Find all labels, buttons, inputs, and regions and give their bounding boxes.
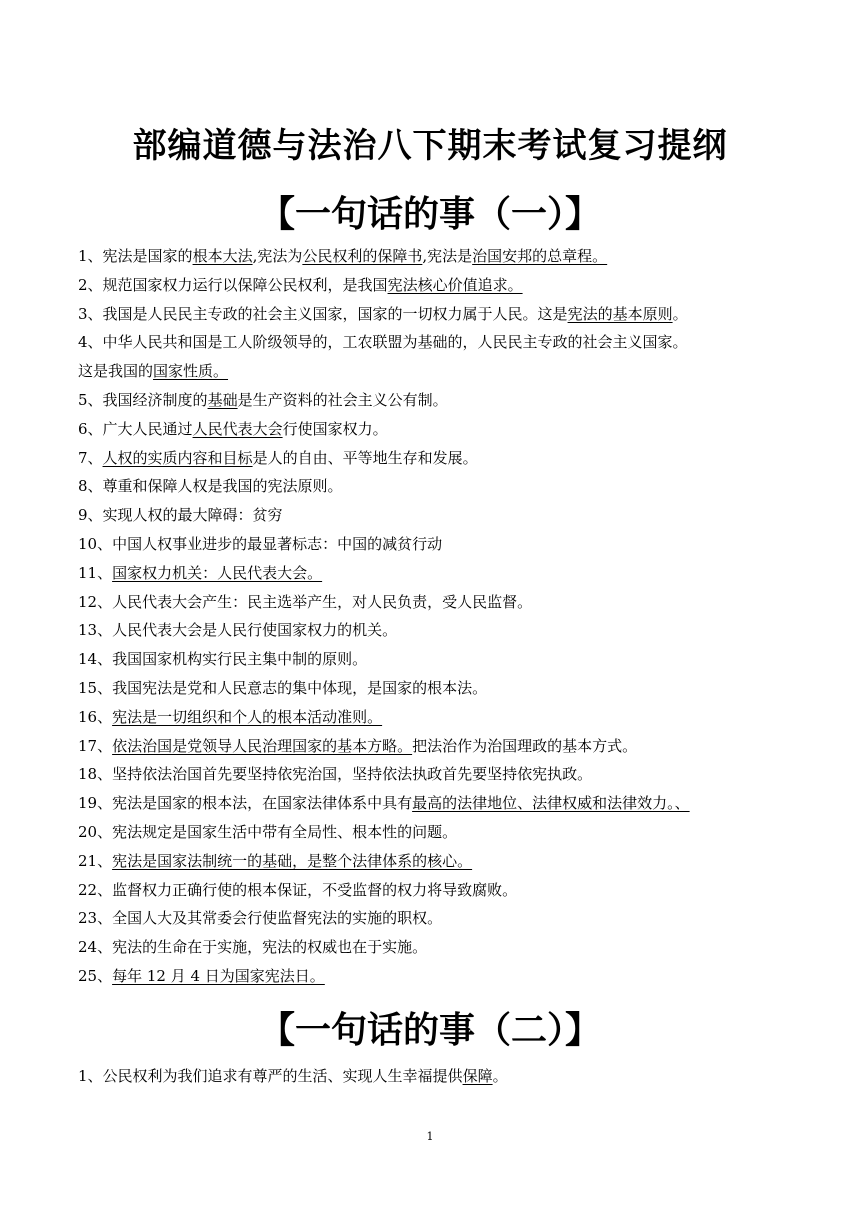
item-text: 人民代表大会产生：民主选举产生，对人民负责，受人民监督。	[112, 592, 533, 611]
underlined-key-phrase: 国家性质。	[153, 362, 229, 381]
item-number: 25、	[78, 967, 113, 985]
list-item	[78, 332, 688, 352]
page-number: 1	[426, 1130, 434, 1143]
item-number: 1、	[78, 1067, 103, 1085]
item-number: 12、	[78, 592, 113, 611]
item-number: 8、	[78, 477, 103, 496]
list-item	[78, 822, 457, 842]
item-text: 全国人大及其常委会行使监督宪法的实施的职权。	[112, 909, 443, 928]
item-number: 14、	[78, 650, 113, 669]
underlined-key-phrase: 保障	[462, 1067, 493, 1085]
list-item	[78, 563, 322, 583]
item-text: 是生产资料的社会主义公有制。	[237, 391, 448, 409]
list-item	[78, 390, 448, 410]
list-item	[78, 880, 517, 900]
item-number: 6、	[78, 419, 103, 438]
item-text: ,宪法为	[252, 247, 303, 265]
underlined-key-phrase: 基础	[207, 391, 238, 409]
item-number: 11、	[78, 563, 113, 582]
underlined-key-phrase: 宪法是国家法制统一的基础，是整个法律体系的核心。	[112, 851, 473, 870]
underlined-key-phrase: 人权的实质内容和目标	[102, 448, 253, 467]
item-text: 我国经济制度的	[102, 391, 208, 409]
item-text: 我国是人民民主专政的社会主义国家，国家的一切权力属于人民。这是	[102, 304, 568, 323]
underlined-key-phrase: 公民权利的保障书	[302, 247, 423, 265]
item-text: 中国人权事业进步的最显著标志：中国的减贫行动	[112, 535, 443, 553]
section-heading-1: 【一句话的事（一）】	[258, 194, 601, 235]
list-item	[78, 851, 472, 871]
item-text: 人民代表大会是人民行使国家权力的机关。	[112, 621, 398, 640]
item-number: 17、	[78, 736, 113, 755]
item-number: 10、	[78, 535, 113, 553]
list-item	[78, 793, 690, 813]
list-item	[78, 419, 388, 439]
item-number: 3、	[78, 304, 103, 323]
underlined-key-phrase: 国家权力机关：人民代表大会。	[112, 563, 323, 582]
list-item	[78, 966, 325, 986]
item-text: 把法治作为治国理政的基本方式。	[412, 736, 638, 755]
list-item	[78, 304, 688, 324]
underlined-key-phrase: 宪法是一切组织和个人的根本活动准则。	[112, 707, 383, 726]
item-text: 宪法是国家的根本法，在国家法律体系中具有	[112, 794, 413, 813]
list-item	[78, 534, 442, 554]
item-text: 。	[492, 1067, 508, 1085]
list-item	[78, 592, 532, 612]
item-text: 是人的自由、平等地生存和发展。	[252, 448, 478, 467]
item-text: 监督权力正确行使的根本保证，不受监督的权力将导致腐败。	[112, 880, 518, 899]
item-number: 5、	[78, 391, 103, 409]
list-item	[78, 937, 427, 957]
list-item	[78, 678, 487, 698]
item-number: 1、	[78, 247, 103, 265]
item-number: 22、	[78, 880, 113, 899]
underlined-key-phrase: 依法治国是党领导人民治理国家的基本方略。	[112, 736, 413, 755]
item-text: 行使国家权力。	[282, 419, 388, 438]
item-text: 规范国家权力运行以保障公民权利，是我国	[102, 275, 388, 294]
section-heading-2: 【一句话的事（二）】	[258, 1010, 601, 1051]
item-number: 7、	[78, 448, 103, 467]
item-number: 21、	[78, 851, 113, 870]
item-text: 公民权利为我们追求有尊严的生活、实现人生幸福提供	[102, 1067, 463, 1085]
list-item	[78, 505, 283, 525]
item-number: 19、	[78, 794, 113, 813]
list-item	[78, 246, 607, 266]
item-number: 24、	[78, 938, 113, 957]
list-item	[78, 736, 637, 756]
item-number: 18、	[78, 765, 113, 784]
document-title: 部编道德与法治八下期末考试复习提纲	[132, 126, 728, 166]
item-text: 坚持依法治国首先要坚持依宪治国，坚持依法执政首先要坚持依宪执政。	[112, 765, 593, 784]
underlined-key-phrase: 宪法的基本原则	[567, 304, 673, 323]
list-item	[78, 361, 228, 381]
item-number: 20、	[78, 823, 113, 841]
underlined-key-phrase: 最高的法律地位、法律权威和法律效力。、	[412, 794, 690, 813]
list-item	[78, 476, 343, 496]
item-number: 15、	[78, 679, 113, 697]
item-text: 。	[672, 304, 688, 323]
list-item	[78, 448, 478, 468]
item-number: 13、	[78, 621, 113, 640]
item-number: 16、	[78, 707, 113, 726]
item-text: 我国国家机构实行民主集中制的原则。	[112, 650, 368, 669]
item-text: 我国宪法是党和人民意志的集中体现，是国家的根本法。	[112, 679, 488, 697]
underlined-key-phrase: 每年 12 月 4 日为国家宪法日。	[112, 967, 325, 985]
list-item	[78, 764, 592, 784]
item-text: 尊重和保障人权是我国的宪法原则。	[102, 477, 343, 496]
underlined-key-phrase: 根本大法	[192, 247, 253, 265]
list-item	[78, 908, 442, 928]
item-number: 9、	[78, 506, 103, 525]
underlined-key-phrase: 治国安邦的总章程。	[472, 247, 608, 265]
underlined-key-phrase: 人民代表大会	[192, 419, 283, 438]
item-text: 中华人民共和国是工人阶级领导的，工农联盟为基础的，人民民主专政的社会主义国家。	[102, 333, 688, 352]
item-text: 广大人民通过	[102, 419, 193, 438]
item-text: 这是我国的	[78, 362, 154, 381]
underlined-key-phrase: 宪法核心价值追求。	[387, 275, 523, 294]
item-text: 实现人权的最大障碍：贫穷	[102, 506, 283, 525]
item-number: 2、	[78, 275, 103, 294]
list-item	[78, 275, 523, 295]
item-number: 23、	[78, 909, 113, 928]
item-text: 宪法是国家的	[102, 247, 193, 265]
item-text: ,宪法是	[422, 247, 473, 265]
item-number: 4、	[78, 333, 103, 352]
list-item	[78, 620, 397, 640]
list-item	[78, 1066, 508, 1086]
list-item	[78, 649, 367, 669]
item-text: 宪法的生命在于实施，宪法的权威也在于实施。	[112, 938, 428, 957]
item-text: 宪法规定是国家生活中带有全局性、根本性的问题。	[112, 823, 458, 841]
list-item	[78, 707, 382, 727]
